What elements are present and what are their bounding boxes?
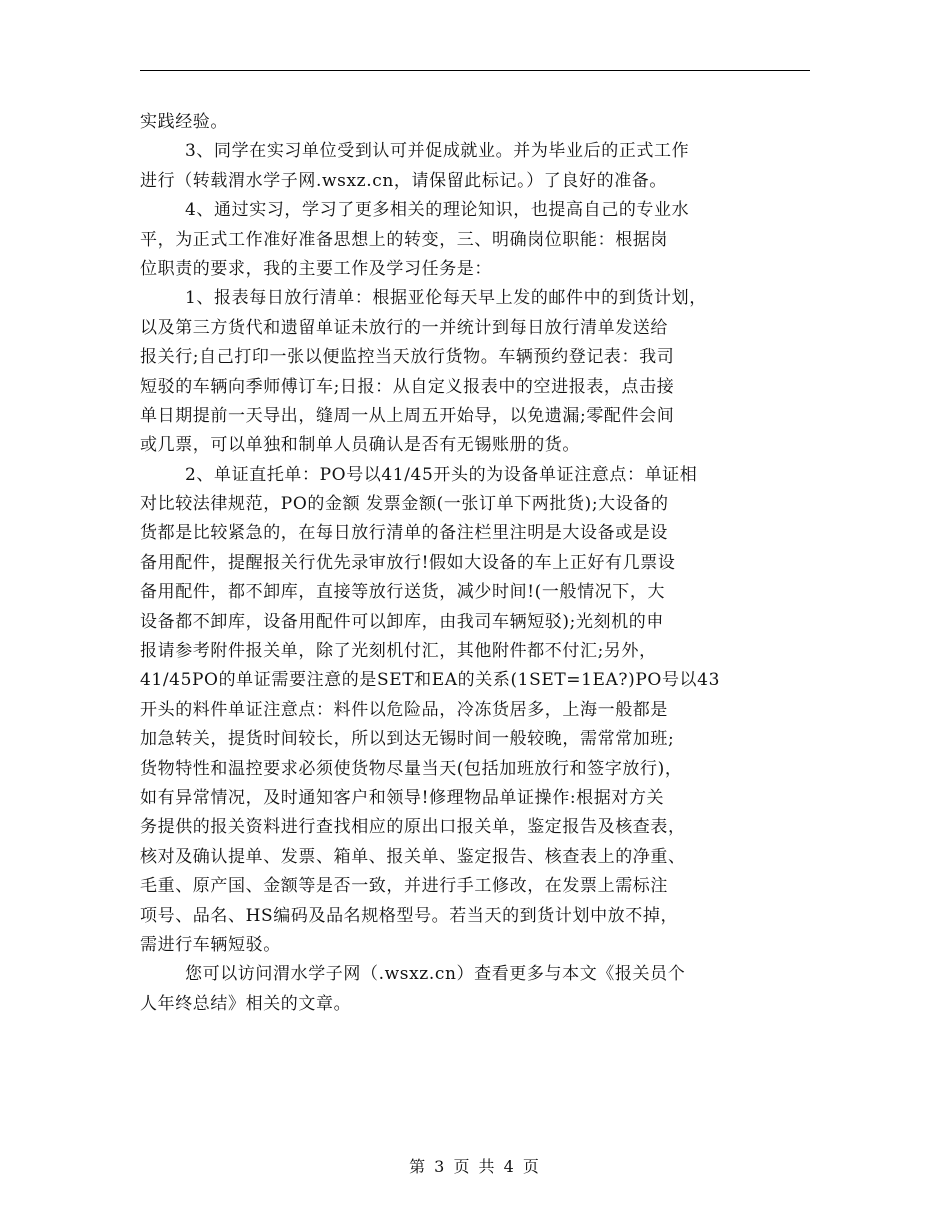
- text-line: 务提供的报关资料进行查找相应的原出口报关单，鉴定报告及核查表，: [140, 817, 686, 838]
- text-line: 1、报表每日放行清单：根据亚伦每天早上发的邮件中的到货计划，: [185, 288, 707, 309]
- header-rule: [140, 70, 810, 71]
- text-line: 2、单证直托单：PO号以41/45开头的为设备单证注意点：单证相: [185, 464, 698, 485]
- text-line: 或几票，可以单独和制单人员确认是否有无锡账册的货。: [140, 435, 580, 456]
- text-line: 对比较法律规范，PO的金额 发票金额(一张订单下两批货);大设备的: [140, 494, 669, 515]
- text-line: 单日期提前一天导出，缝周一从上周五开始导，以免遗漏;零配件会间: [140, 405, 675, 426]
- text-line: 进行（转载渭水学子网.wsxz.cn，请保留此标记。）了良好的准备。: [140, 170, 667, 191]
- page-footer: 第 3 页 共 4 页: [409, 1157, 541, 1176]
- document-body: [140, 108, 815, 1019]
- text-line: 您可以访问渭水学子网（.wsxz.cn）查看更多与本文《报关员个: [185, 964, 686, 985]
- text-line: 平，为正式工作准好准备思想上的转变，三、明确岗位职能：根据岗: [140, 229, 668, 250]
- text-line: 货都是比较紧急的，在每日放行清单的备注栏里注明是大设备或是设: [140, 523, 668, 544]
- text-line: 加急转关，提货时间较长，所以到达无锡时间一般较晚，需常常加班;: [140, 729, 675, 750]
- text-line: 4、通过实习，学习了更多相关的理论知识，也提高自己的专业水: [185, 200, 690, 221]
- text-line: 项号、品名、HS编码及品名规格型号。若当天的到货计划中放不掉，: [140, 905, 679, 926]
- text-line: 人年终总结》相关的文章。: [140, 993, 352, 1014]
- text-line: 需进行车辆短驳。: [140, 934, 281, 955]
- text-line: 毛重、原产国、金额等是否一致，并进行手工修改，在发票上需标注: [140, 876, 668, 897]
- text-line: 以及第三方货代和遗留单证未放行的一并统计到每日放行清单发送给: [140, 317, 668, 338]
- text-line: 3、同学在实习单位受到认可并促成就业。并为毕业后的正式工作: [185, 141, 690, 162]
- text-line: 位职责的要求，我的主要工作及学习任务是：: [140, 258, 492, 279]
- text-line: 核对及确认提单、发票、箱单、报关单、鉴定报告、核查表上的净重、: [140, 846, 686, 867]
- text-line: 货物特性和温控要求必须使货物尽量当天(包括加班放行和签字放行)，: [140, 758, 683, 779]
- text-line: 备用配件，都不卸库，直接等放行送货，减少时间!(一般情况下，大: [140, 582, 666, 603]
- text-line: 报关行;自己打印一张以便监控当天放行货物。车辆预约登记表：我司: [140, 347, 675, 368]
- text-line: 设备都不卸库，设备用配件可以卸库，由我司车辆短驳);光刻机的申: [140, 611, 664, 632]
- text-line: 报请参考附件报关单，除了光刻机付汇，其他附件都不付汇;另外，: [140, 641, 657, 662]
- text-line: 如有异常情况，及时通知客户和领导!修理物品单证操作:根据对方关: [140, 787, 665, 808]
- text-line: 短驳的车辆向季师傅订车;日报：从自定义报表中的空进报表，点击接: [140, 376, 675, 397]
- text-line: 实践经验。: [140, 112, 228, 132]
- text-line: 41/45PO的单证需要注意的是SET和EA的关系(1SET=1EA?)PO号以43: [140, 670, 720, 691]
- text-line: 备用配件，提醒报关行优先录审放行!假如大设备的车上正好有几票设: [140, 552, 676, 573]
- text-line: 开头的料件单证注意点：料件以危险品，冷冻货居多，上海一般都是: [140, 699, 668, 720]
